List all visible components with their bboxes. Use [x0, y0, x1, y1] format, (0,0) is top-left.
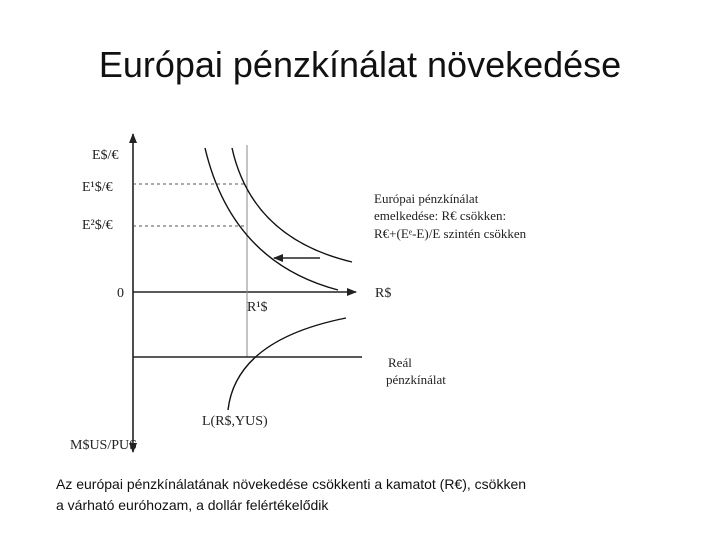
- origin-label: 0: [117, 286, 124, 301]
- x-axis-label: R$: [375, 286, 392, 301]
- e2-label: E²$/€: [82, 218, 113, 233]
- annotation-line-1: Európai pénzkínálat: [374, 191, 479, 206]
- e1-label: E¹$/€: [82, 180, 113, 195]
- annotation-line-2: emelkedése: R€ csökken:: [374, 208, 507, 223]
- caption: [56, 474, 696, 516]
- money-demand-label: L(R$,YUS): [202, 414, 268, 429]
- r1-label: R¹$: [247, 300, 268, 315]
- real-supply-label-line-2: pénzkínálat: [386, 372, 446, 387]
- money-demand-curve: [228, 318, 346, 410]
- bottom-axis-label: M$US/PUS: [70, 438, 137, 453]
- slide-title: Európai pénzkínálat növekedése: [98, 44, 622, 85]
- real-supply-label-line-1: Reál: [388, 355, 412, 370]
- euro-return-curve-original: [232, 148, 352, 262]
- annotation-line-3: R€+(Eᵉ-E)/E szintén csökken: [374, 226, 527, 241]
- euro-return-curve-shifted: [205, 148, 338, 290]
- caption-line-2: a várható euróhozam, a dollár felértékelődik: [56, 497, 329, 513]
- y-axis-top-label: E$/€: [92, 148, 119, 163]
- caption-line-1: Az európai pénzkínálatának növekedése csökkenti a kamatot (R€), csökken: [56, 476, 527, 492]
